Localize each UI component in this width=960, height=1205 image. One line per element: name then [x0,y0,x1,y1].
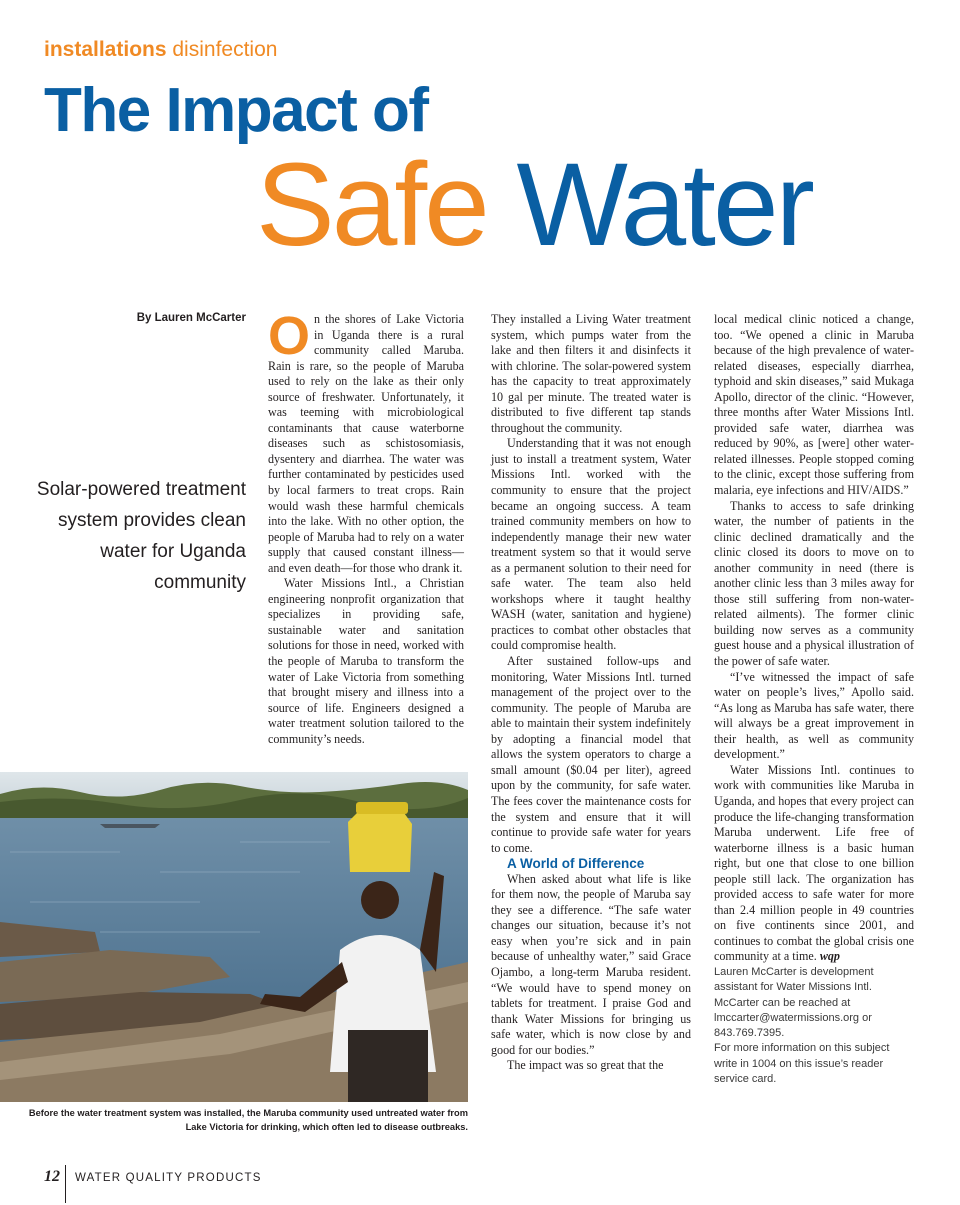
lake-photo [0,772,468,1102]
article-column-1 [268,306,464,747]
title-line-2 [256,139,812,271]
author-bio: Lauren McCarter is development assistant for Water Missions Intl. McCarter can be reached at lmccarter@watermissions.org or 843.769.7395. [714,965,874,1040]
kicker-bold: installations [44,38,167,61]
magazine-name: WATER QUALITY PRODUCTS [75,1172,262,1184]
title-safe: Safe [256,139,487,271]
paragraph-text: n the shores of Lake Victoria in Uganda there is a rural community called Maruba. Rain is rare, so the people of Maruba used to rely on the lake as their only source of freshwater. Unfortunately, it was teeming with microbiological contaminants that cause waterborne diseases such as schistosomiasis, dysentery and diarrhea. The water was further contaminated by pesticides used by local farmers to treat crops. Rain would wash these harmful chemicals into the lake. With no other option, the people of Maruba had to rely on a water supply that caused constant illness—and even death—for those who drank it. [268,312,464,575]
page-number: 12 [44,1168,60,1185]
deck: Solar-powered treatment system provides clean water for Uganda community [36,479,246,593]
end-mark: wqp [819,949,840,964]
title-line-1: The Impact of [44,76,428,145]
kicker-rest: disinfection [172,38,278,61]
title-water: Water [516,139,812,271]
footer-divider [65,1165,66,1203]
photo-caption: Before the water treatment system was installed, the Maruba community used untreated water from Lake Victoria for drinking, which often led to disease outbreaks. [28,1108,468,1132]
subhead: A World of Difference [507,856,645,872]
paragraph-text: Water Missions Intl. continues to work with communities like Maruba in Uganda, and hopes that every project can produce the life-changing transformation Maruba underwent. Life free of waterborne illness is a basic human right, but one that close to one billion people still lack. The organization has provided access to safe water for more than 2.4 million people in 49 countries on five continents since 2001, and continues to combat the global crisis one community at a time. [714,762,914,964]
paragraph [268,306,464,576]
article-column-3 [714,312,914,1087]
section-kicker [44,38,277,62]
paragraph: They installed a Living Water treatment system, which pumps water from the lake and then filters it and disinfects it with chlorine. The solar-powered system has the capacity to treat approximately 10 gal per minute. The treated water is distributed to five different tap stands throughout the community. [491,312,691,435]
paragraph: After sustained follow-ups and monitoring, Water Missions Intl. turned management of the project over to the community. The people of Maruba are able to maintain their system indefinitely by adopting a financial model that allows the system operators to charge a small amount ($0.04 per liter), agreed upon by the community, for safe water. The fees cover the maintenance costs for the system and ensure that it will continue to provide safe water for years to come. [491,654,691,855]
paragraph: Thanks to access to safe drinking water, the number of patients in the clinic declined dramatically and the clinic closed its doors to move on to another community in need (there is another clinic less than 3 miles away for those still suffering from non-water-related ailments). The former clinic building now serves as a community guest house and a physical illustration of the power of safe water. [714,498,914,669]
paragraph: Understanding that it was not enough just to install a treatment system, Water Missions Intl. worked with the community to ensure that the project became an ongoing success. A team trained community members on how to independently manage their new water treatment system so that it would serve as a permanent solution to their need for safe water. The team also held workshops where it taught healthy WASH (water, sanitation and hygiene) practices to combat other obstacles that could compromise health. [491,436,691,653]
paragraph: Water Missions Intl., a Christian engineering nonprofit organization that specializes in providing safe, sustainable water and sanitation solutions for those in need, worked with the people of Maruba to transform the water of Lake Victoria from something that brought misery and illness into a source of life. Engineers designed a water treatment solution tailored to the community’s needs. [268,576,464,746]
paragraph: local medical clinic noticed a change, too. “We opened a clinic in Maruba because of the high prevalence of water-related diseases, especially diarrhea, typhoid and skin diseases,” said Mukaga Apollo, director of the clinic. “However, three months after Water Missions Intl. provided safe water, diarrhea was reduced by 90%, as [were] other water-related illnesses. People stopped coming to the clinic, except those suffering from malaria, eye infections and HIV/AIDS.” [714,312,914,498]
reader-service-note: For more information on this subject write in 1004 on this issue’s reader service card. [714,1042,890,1086]
drop-cap: O [268,306,311,366]
paragraph: When asked about what life is like for them now, the people of Maruba say they see a difference. “The safe water changes our situation, because it’s not easy when you’re sick and in pain because of unhealthy water,” said Grace Ojambo, a long-term Maruba resident. “We would have to spend money on tablets for treatment. I praise God and thank Water Missions for bringing us safe water, which is now close by and good for our bodies.” [491,871,691,1057]
article-column-2 [491,312,691,1074]
paragraph: “I’ve witnessed the impact of safe water on people’s lives,” Apollo said. “As long as Maruba has safe water, there will always be a great improvement in their health, as well as community development.” [714,669,914,762]
byline: By Lauren McCarter [136,312,246,324]
paragraph [714,763,914,965]
paragraph: The impact was so great that the [507,1058,664,1073]
